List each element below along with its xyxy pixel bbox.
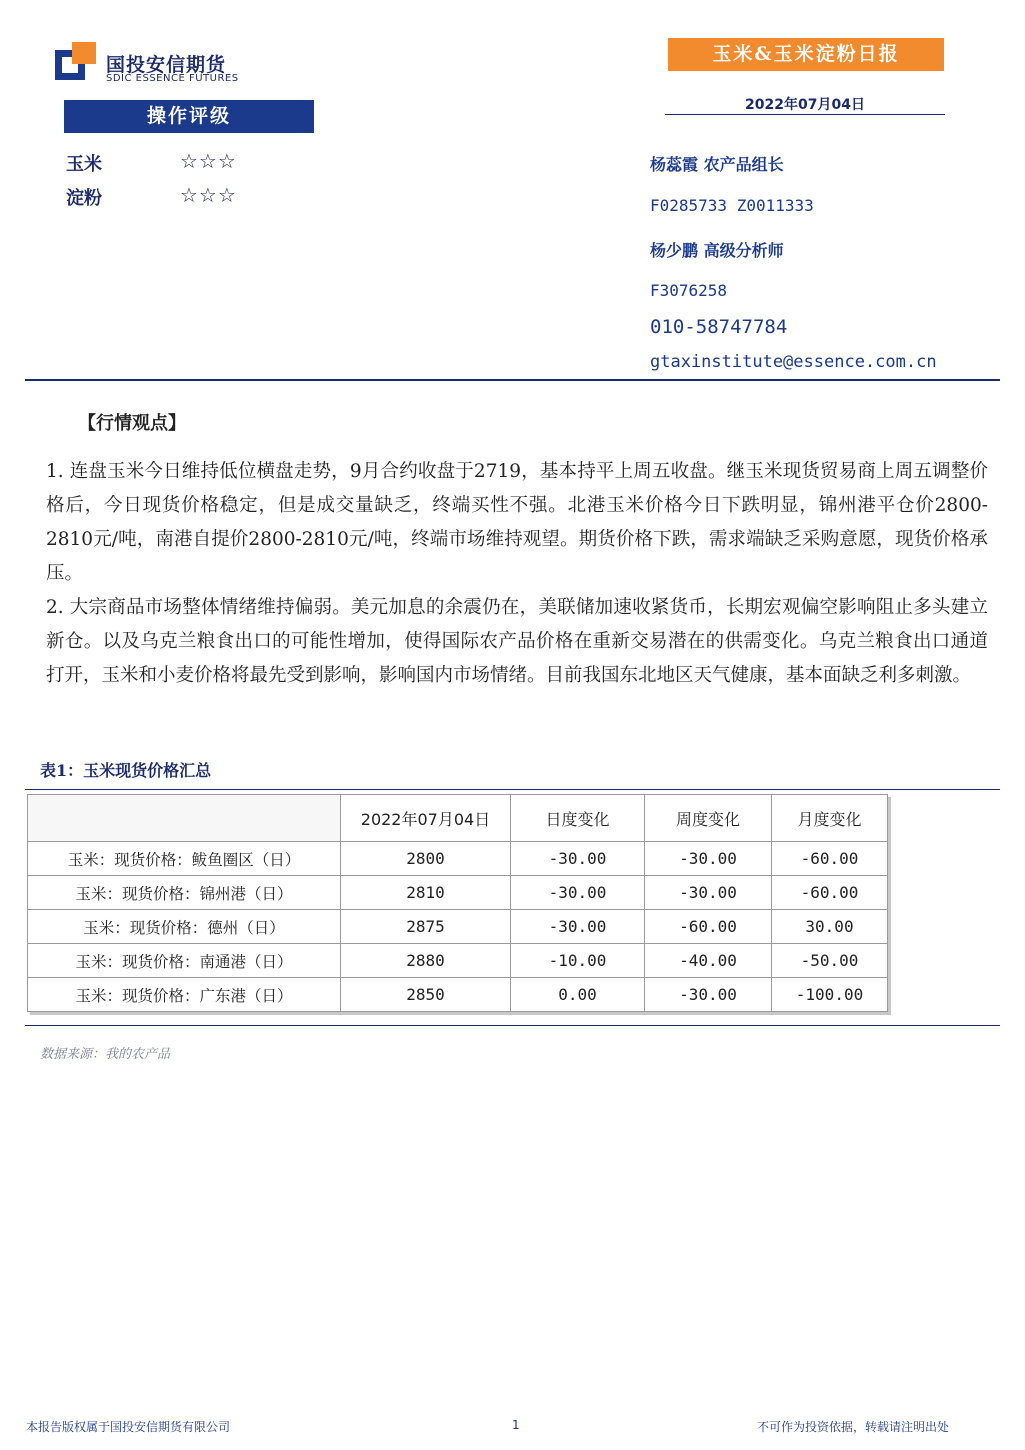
rating-stars-corn: ☆☆☆ <box>180 149 237 173</box>
market-view-heading: 【行情观点】 <box>78 413 186 434</box>
table-cell: -100.00 <box>772 978 888 1012</box>
market-paragraph-2: 2. 大宗商品市场整体情绪维持偏弱。美元加息的余震仍在，美联储加速收紧货币，长期宏观偏空影响阻止多头建立新仓。以及乌克兰粮食出口的可能性增加，使得国际农产品价格在重新交易潜在的供需变化。乌克兰粮食出口通道打开，玉米和小麦价格将最先受到影响，影响国内市场情绪。目前我国东北地区天气健康，基本面缺乏利多刺激。 <box>46 597 988 686</box>
table-cell: 2880 <box>341 944 511 978</box>
rating-heading: 操作评级 <box>64 100 314 133</box>
table-header-date: 2022年07月04日 <box>341 795 511 842</box>
company-name-en: SDIC ESSENCE FUTURES <box>106 73 239 84</box>
data-source-note: 数据来源：我的农产品 <box>40 1047 171 1062</box>
report-title-banner: 玉米&玉米淀粉日报 <box>668 38 944 71</box>
market-view-body <box>46 455 988 693</box>
table-row <box>28 944 888 978</box>
table-row <box>28 978 888 1012</box>
table-cell: -30.00 <box>511 842 645 876</box>
table-cell: -50.00 <box>772 944 888 978</box>
analyst-name-1: 杨蕊霞 农产品组长 <box>650 155 784 174</box>
company-name-cn: 国投安信期货 <box>106 54 227 76</box>
market-paragraph-1: 1. 连盘玉米今日维持低位横盘走势，9月合约收盘于2719，基本持平上周五收盘。继玉米现货贸易商上周五调整价格后，今日现货价格稳定，但是成交量缺乏，终端买性不强。北港玉米价格今日下跌明显，锦州港平仓价2800-2810元/吨，南港自提价2800-2810元/吨，终端市场维持观望。期货价格下跌，需求端缺乏采购意愿，现货价格承压。 <box>46 461 988 584</box>
table-header-daily: 日度变化 <box>511 795 645 842</box>
table-cell: -60.00 <box>772 876 888 910</box>
table-cell: -60.00 <box>645 910 772 944</box>
table-cell: 玉米：现货价格：广东港（日） <box>28 978 341 1012</box>
table-cell: 2850 <box>341 978 511 1012</box>
analyst-name-2: 杨少鹏 高级分析师 <box>650 241 784 260</box>
footer-disclaimer: 不可作为投资依据，转载请注明出处 <box>757 1420 950 1434</box>
table-cell: -10.00 <box>511 944 645 978</box>
table-cell: 玉米：现货价格：南通港（日） <box>28 944 341 978</box>
table-cell: -40.00 <box>645 944 772 978</box>
table-cell: 30.00 <box>772 910 888 944</box>
table-cell: 2810 <box>341 876 511 910</box>
table-row <box>28 876 888 910</box>
table-cell: -30.00 <box>645 876 772 910</box>
contact-email[interactable]: gtaxinstitute@essence.com.cn <box>650 352 937 372</box>
footer-copyright: 本报告版权属于国投安信期货有限公司 <box>26 1420 231 1434</box>
table-cell: -60.00 <box>772 842 888 876</box>
rating-label-starch: 淀粉 <box>66 188 102 209</box>
table-cell: 玉米：现货价格：鲅鱼圈区（日） <box>28 842 341 876</box>
table-bottom-rule <box>25 1025 1000 1026</box>
table-cell: -30.00 <box>511 910 645 944</box>
company-logo-icon <box>55 42 99 82</box>
table-cell: 玉米：现货价格：德州（日） <box>28 910 341 944</box>
table-row <box>28 910 888 944</box>
table-header-monthly: 月度变化 <box>772 795 888 842</box>
rating-label-corn: 玉米 <box>66 154 102 175</box>
spot-price-table <box>27 794 888 1012</box>
table-header-blank <box>28 795 341 842</box>
table-cell: 玉米：现货价格：锦州港（日） <box>28 876 341 910</box>
contact-phone: 010-58747784 <box>650 316 788 338</box>
table-header-weekly: 周度变化 <box>645 795 772 842</box>
table-cell: 2875 <box>341 910 511 944</box>
table-cell: -30.00 <box>511 876 645 910</box>
table-row <box>28 842 888 876</box>
analyst-license-1: F0285733 Z0011333 <box>650 196 814 215</box>
table-cell: -30.00 <box>645 978 772 1012</box>
report-date: 2022年07月04日 <box>745 97 865 113</box>
header-divider <box>25 379 1000 381</box>
table-cell: 0.00 <box>511 978 645 1012</box>
analyst-license-2: F3076258 <box>650 281 728 300</box>
table-cell: 2800 <box>341 842 511 876</box>
table-title: 表1：玉米现货价格汇总 <box>40 761 212 780</box>
footer-page-number: 1 <box>512 1418 520 1432</box>
date-underline <box>665 114 945 115</box>
rating-stars-starch: ☆☆☆ <box>180 183 237 207</box>
table-header-row <box>28 795 888 842</box>
table-top-rule <box>25 789 1000 790</box>
table-cell: -30.00 <box>645 842 772 876</box>
